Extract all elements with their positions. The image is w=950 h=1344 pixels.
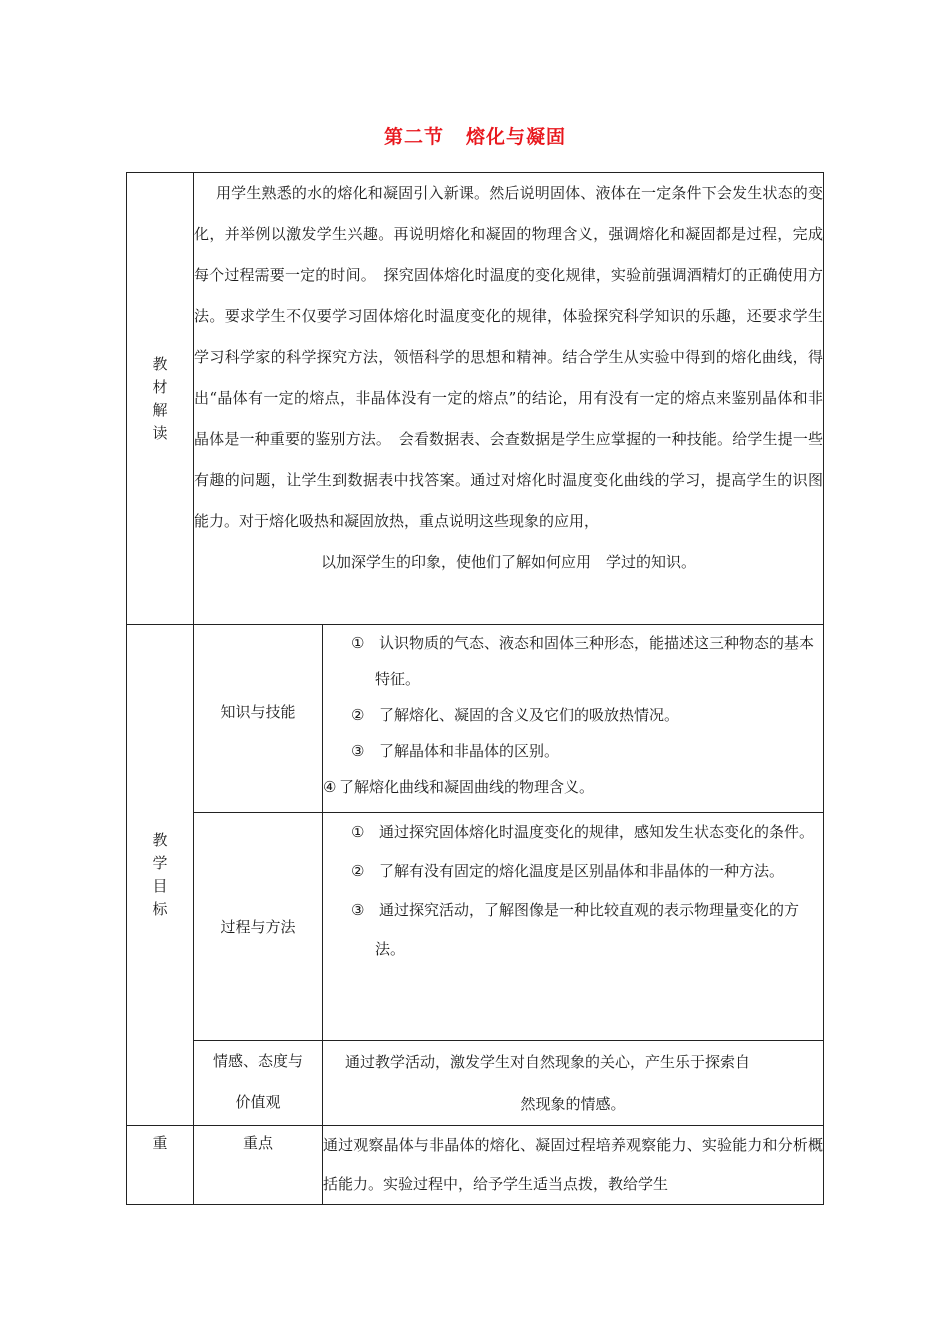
title-topic: 熔化与凝固: [466, 126, 567, 148]
list-item: ③ 通过探究活动，了解图像是一种比较直观的表示物理量变化的方法。: [351, 901, 800, 958]
textbook-text: 用学生熟悉的水的熔化和凝固引入新课。然后说明固体、液体在一定条件下会发生状态的变化，并举例以激发学生兴趣。再说明熔化和凝固的物理含义，强调熔化和凝固都是过程，完成每个过程需要一定的时间。 探究固体熔化时温度的变化规律，实验前强调酒精灯的正确使用方法。要求学生不仅要学习固体熔化时温度变化的规律，体验探究科学知识的乐趣，还要求学生学习科学家的科学探究方法，领悟科学的思想和精神。结合学生从实验中得到的熔化曲线，得出“晶体有一定的熔点，非晶体没有一定的熔点”的结论，用有没有一定的熔点来鉴别晶体和非晶体是一种重要的鉴别方法。 会看数据表、会查数据是学生应掌握的一种技能。给学生提一些有趣的问题，让学生到数据表中找答案。通过对熔化时温度变化曲线的学习，提高学生的识图能力。对于熔化吸热和凝固放热，重点说明这些现象的应用，: [194, 184, 823, 530]
list-item: ② 了解有没有固定的熔化温度是区别晶体和非晶体的一种方法。: [351, 862, 785, 880]
focus-sub-label: 重点: [194, 1126, 323, 1205]
textbook-label: 教 材 解 读: [127, 173, 194, 625]
lesson-plan-table: [126, 172, 824, 1205]
title-section: 第二节: [383, 126, 444, 148]
knowledge-items: [323, 625, 824, 813]
focus-row: [127, 1126, 824, 1205]
process-label: 过程与方法: [194, 813, 323, 1041]
page-title: [0, 122, 950, 149]
affect-label: 情感、态度与 价值观: [194, 1041, 323, 1126]
goals-label: 教 学 目 标: [127, 625, 194, 1126]
list-item: ① 认识物质的气态、液态和固体三种形态，能描述这三种物态的基本特征。: [351, 634, 815, 688]
goals-knowledge-row: [127, 625, 824, 813]
textbook-text-last: 以加深学生的印象，使他们了解如何应用 学过的知识。: [320, 553, 696, 571]
list-item: ④ 了解熔化曲线和凝固曲线的物理含义。: [323, 778, 595, 796]
affect-text: 通过教学活动，激发学生对自然现象的关心，产生乐于探索自 然现象的情感。: [323, 1041, 824, 1126]
textbook-row: [127, 173, 824, 625]
list-item: ② 了解熔化、凝固的含义及它们的吸放热情况。: [351, 706, 680, 724]
goals-process-row: [127, 813, 824, 1041]
focus-text: 通过观察晶体与非晶体的熔化、凝固过程培养观察能力、实验能力和分析概括能力。实验过程中，给予学生适当点拨，教给学生: [323, 1126, 824, 1205]
list-item: ③ 了解晶体和非晶体的区别。: [351, 742, 560, 760]
textbook-interpretation: [194, 173, 824, 625]
focus-label: 重: [127, 1126, 194, 1205]
goals-affect-row: [127, 1041, 824, 1126]
process-items: [323, 813, 824, 1041]
list-item: ① 通过探究固体熔化时温度变化的规律，感知发生状态变化的条件。: [351, 823, 815, 841]
knowledge-label: 知识与技能: [194, 625, 323, 813]
